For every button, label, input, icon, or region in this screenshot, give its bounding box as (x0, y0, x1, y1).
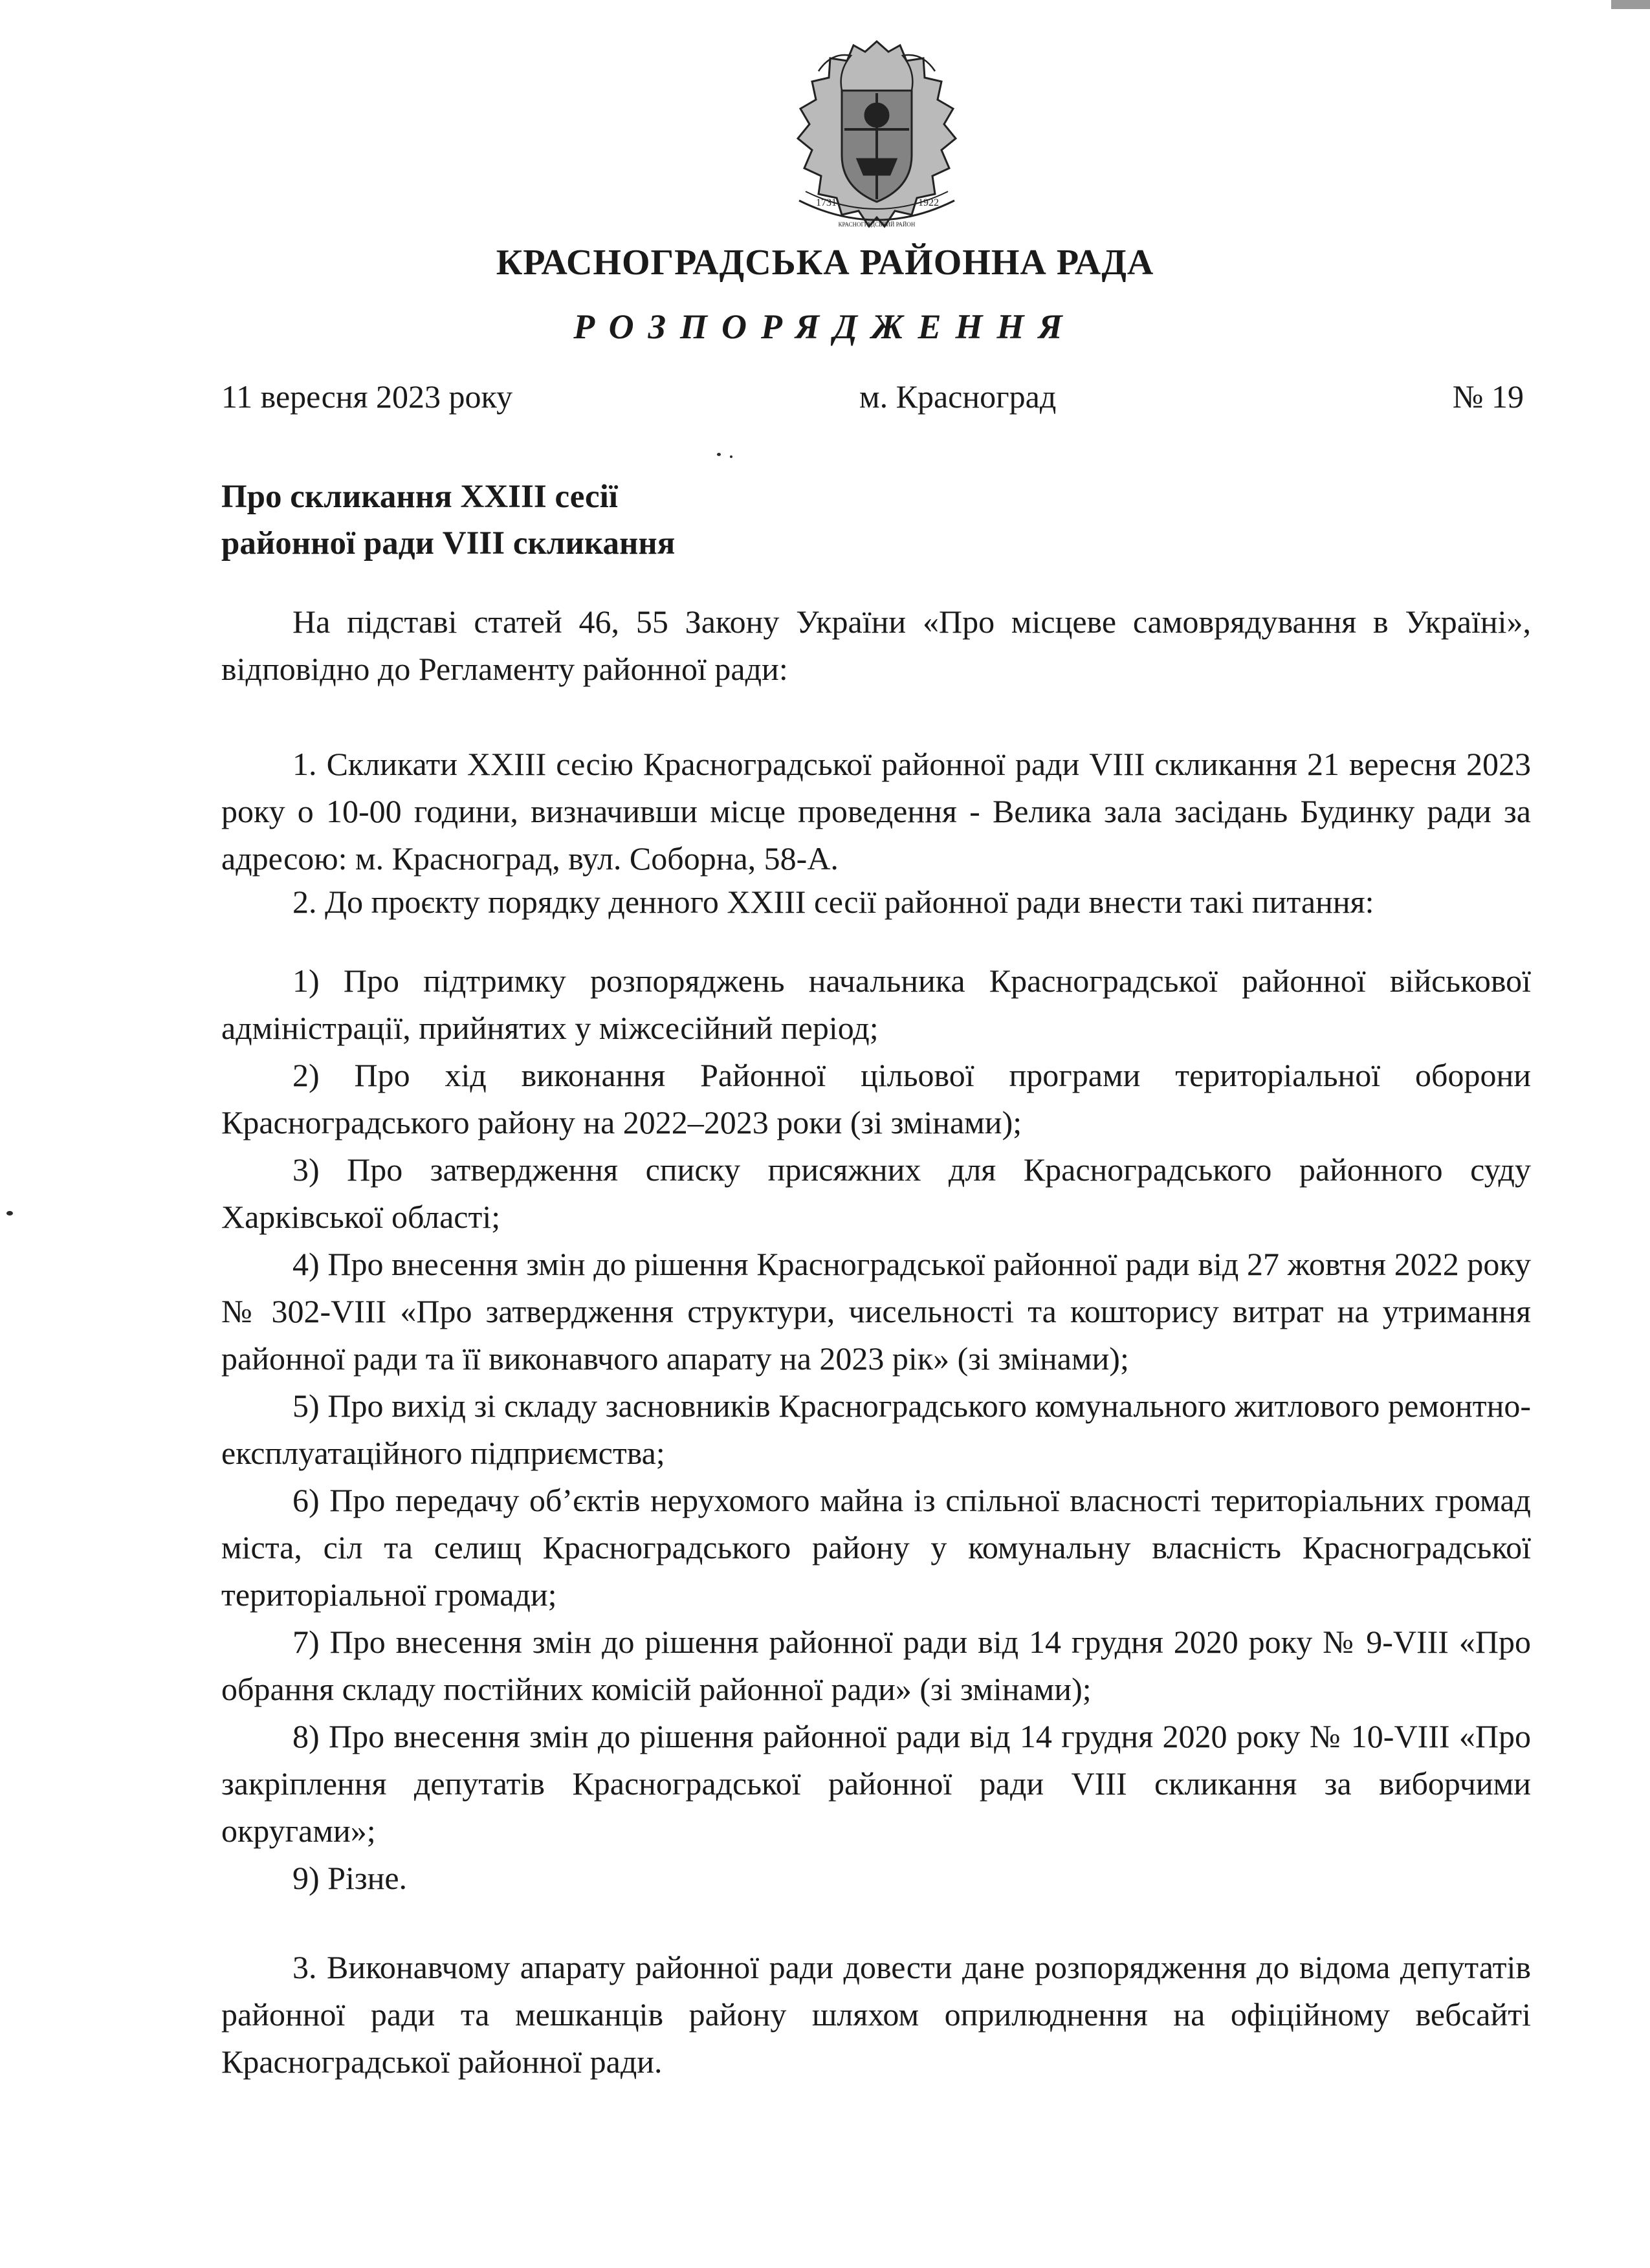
point-1-paragraph (221, 741, 1531, 882)
agenda-item: 9) Різне. (292, 1860, 408, 1896)
agenda-list (221, 957, 1531, 1902)
document-city: м. Красноград (859, 378, 1057, 415)
agenda-item: 1) Про підтримку розпоряджень начальника Красноградської районної військової адміністрації, прийнятих у міжсесійний період; (221, 963, 1531, 1046)
coat-of-arms-emblem (780, 32, 974, 239)
agenda-item: 4) Про внесення змін до рішення Красноградської районної ради від 27 жовтня 2022 року № 302-VIII «Про затвердження структури, чисельності та кошторису витрат на утримання районної ради та її виконавчого апарату на 2023 рік» (зі змінами); (221, 1246, 1531, 1377)
svg-text:КРАСНОГРАДСЬКИЙ РАЙОН: КРАСНОГРАДСЬКИЙ РАЙОН (838, 221, 916, 228)
scan-speck (717, 453, 721, 456)
document-number: № 19 (1452, 378, 1524, 415)
document-subject (221, 474, 675, 567)
agenda-item: 2) Про хід виконання Районної цільової програми територіальної оборони Красноградського району на 2022–2023 роки (зі змінами); (221, 1057, 1531, 1140)
point-3-paragraph (221, 1944, 1531, 2086)
point-2-paragraph (221, 878, 1531, 926)
council-name: КРАСНОГРАДСЬКА РАЙОННА РАДА (496, 243, 1154, 283)
subject-line-2: районної ради VIII скликання (221, 525, 676, 562)
preamble-text: На підставі статей 46, 55 Закону України «Про місцеве самоврядування в Україні», відповідно до Регламенту районної ради: (221, 604, 1531, 687)
scan-speck (6, 1211, 13, 1216)
scan-edge-mark (1611, 0, 1650, 9)
agenda-item: 6) Про передачу об’єктів нерухомого майна із спільної власності територіальних громад міста, сіл та селищ Красноградського району у комунальну власність Красноградської територіальної громади; (221, 1482, 1531, 1613)
agenda-item: 7) Про внесення змін до рішення районної ради від 14 грудня 2020 року № 9-VIII «Про обрання складу постійних комісій районної ради» (зі змінами); (221, 1624, 1531, 1707)
svg-text:1731: 1731 (816, 197, 837, 208)
preamble-paragraph (221, 598, 1531, 693)
scan-speck (730, 455, 732, 458)
point-1-text: 1. Скликати XXIII сесію Красноградської районної ради VIII скликання 21 вересня 2023 року о 10-00 години, визначивши місце проведення - Велика зала засідань Будинку ради за адресою: м. Красноград, вул. Соборна, 58-А. (221, 746, 1531, 877)
svg-text:1922: 1922 (918, 197, 939, 208)
point-3-text: 3. Виконавчому апарату районної ради довести дане розпорядження до відома депутатів районної ради та мешканців району шляхом оприлюднення на офіційному вебсайті Красноградської районної ради. (221, 1949, 1531, 2080)
subject-line-1: Про скликання XXIII сесії (221, 479, 618, 515)
agenda-item: 8) Про внесення змін до рішення районної ради від 14 грудня 2020 року № 10-VIII «Про закріплення депутатів Красноградської районної ради VIII скликання за виборчими округами»; (221, 1718, 1531, 1849)
agenda-item: 5) Про вихід зі складу засновників Красноградського комунального житлового ремонтно-експлуатаційного підприємства; (221, 1388, 1531, 1471)
point-2-text: 2. До проєкту порядку денного XXIII сесії районної ради внести такі питання: (292, 884, 1374, 920)
document-type: РОЗПОРЯДЖЕННЯ (573, 307, 1077, 346)
agenda-item: 3) Про затвердження списку присяжних для Красноградського районного суду Харківської області; (221, 1151, 1531, 1235)
document-date: 11 вересня 2023 року (221, 378, 513, 415)
